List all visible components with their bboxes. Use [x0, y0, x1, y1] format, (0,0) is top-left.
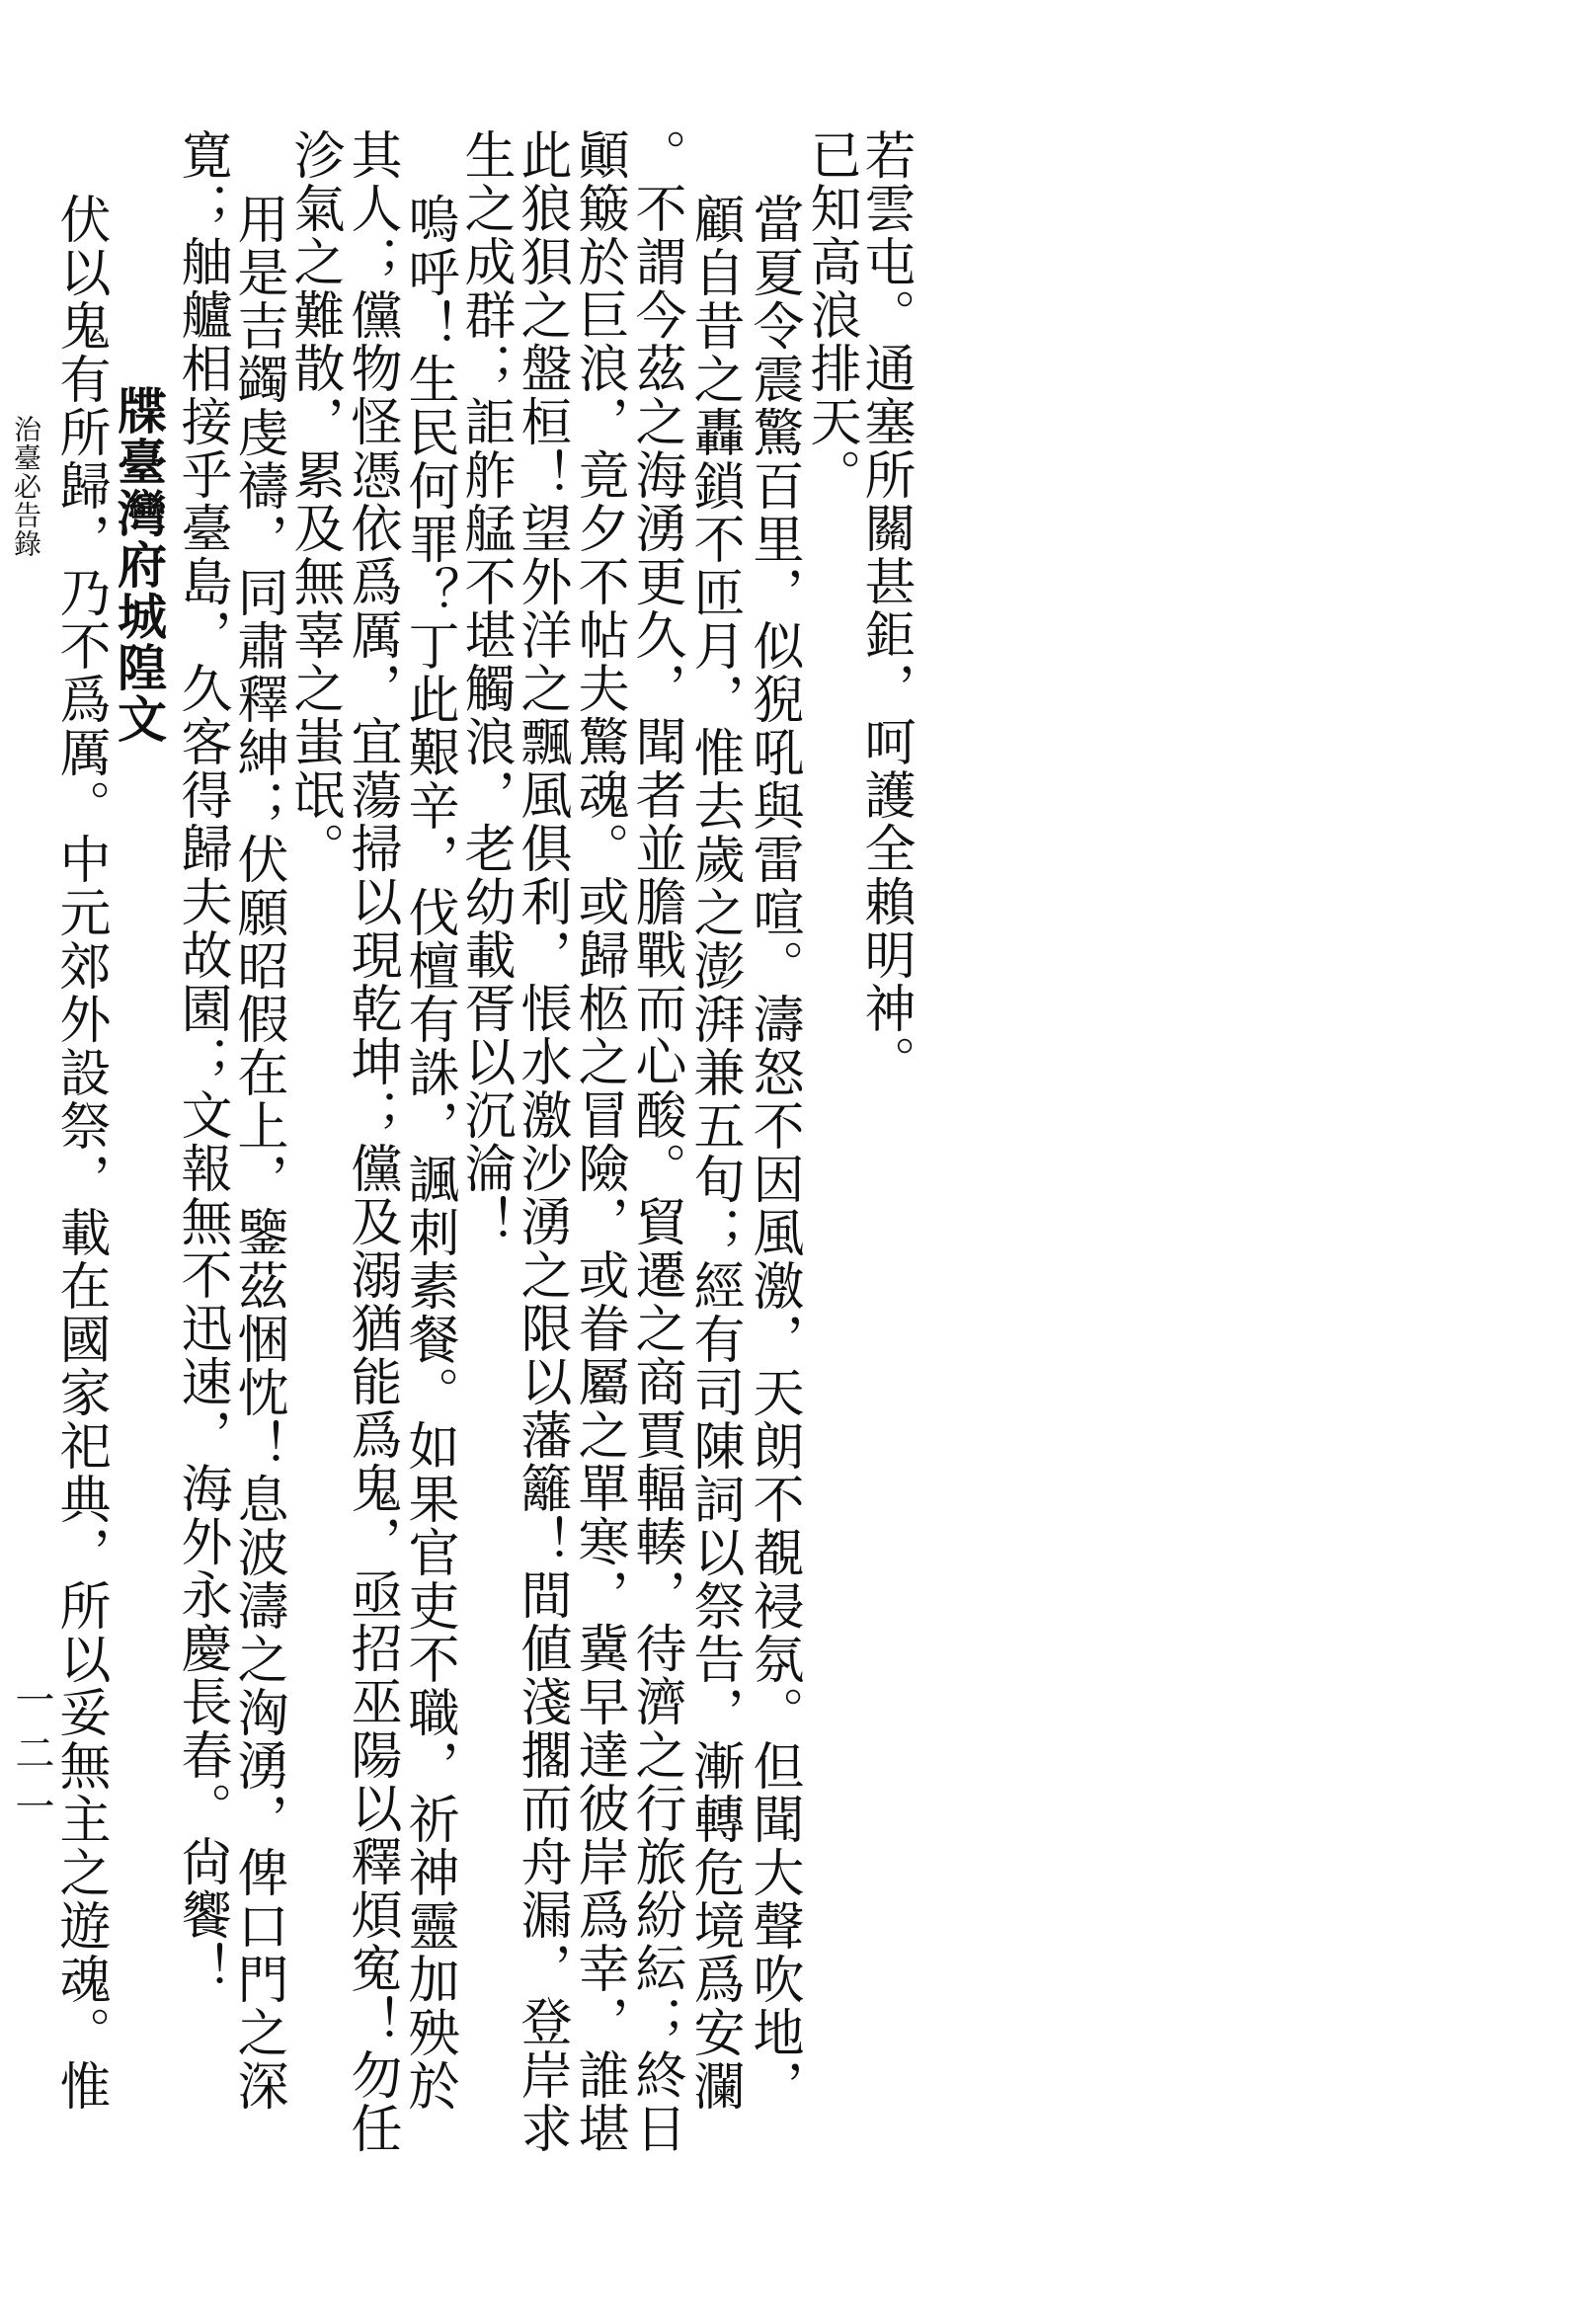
- section-title: 牒臺灣府城隍文: [110, 385, 168, 745]
- text-column-7: 此狼狽之盤桓！望外洋之飄風俱利，悵水激沙湧之限以藩籬！間値淺擱而舟漏，登岸求: [512, 128, 571, 2155]
- text-column-2: 當夏令震驚百里，似猊吼與雷喧。濤怒不因風激，天朗不覩祲氛。但聞大聲吹地，: [744, 193, 803, 2113]
- text-column-12: 用是吉蠲虔禱，同肅釋紳；伏願昭假在上，鑒茲悃忱！息波濤之洶湧，俾口門之深: [228, 193, 287, 2113]
- text-column-13: 寛；舳艫相接乎臺島，久客得歸夫故園；文報無不迅速，海外永慶長春。尙饗！: [172, 128, 231, 1995]
- text-column-1: 已知高浪排天。: [801, 128, 860, 502]
- text-column-3: 若雲屯。通塞所關甚鉅，呵護全賴明神。: [855, 128, 915, 1088]
- text-column-4: 顧自昔之轟鎖不匝月，惟去歲之澎湃兼五旬；經有司陳詞以祭告，漸轉危境爲安瀾: [684, 193, 744, 2113]
- text-column-15: 伏以鬼有所歸，乃不爲厲。中元郊外設祭，載在國家祀典，所以妥無主之遊魂。惟: [50, 193, 110, 2113]
- text-column-9: 嗚呼！生民何罪？丁此艱辛，伐檀有誅，諷刺素餐。如果官吏不職，祈神靈加殃於: [399, 193, 458, 2113]
- running-header: 治臺必告錄: [10, 415, 42, 558]
- page-number: 一二一: [9, 1679, 54, 1839]
- text-column-8: 生之成群；詎舴艋不堪觸浪，老幼載胥以沉淪！: [455, 128, 515, 1248]
- text-column-6: 顚簸於巨浪，竟夕不帖夫驚魂。或歸柩之冒險，或眷屬之單寒，冀早達彼岸爲幸，誰堪: [569, 128, 628, 2155]
- text-column-10: 其人；儻物怪憑依爲厲，宜蕩掃以現乾坤；儻及溺猶能爲鬼，亟招巫陽以釋煩寃！勿任: [342, 128, 401, 2155]
- text-column-11: 沴氣之難散，累及無辜之蚩氓。: [284, 128, 344, 875]
- text-column-5: 。不謂今茲之海湧更久，聞者並膽戰而心酸。貿遷之商賈輻輳，待濟之行旅紛紜；終日: [626, 128, 685, 2155]
